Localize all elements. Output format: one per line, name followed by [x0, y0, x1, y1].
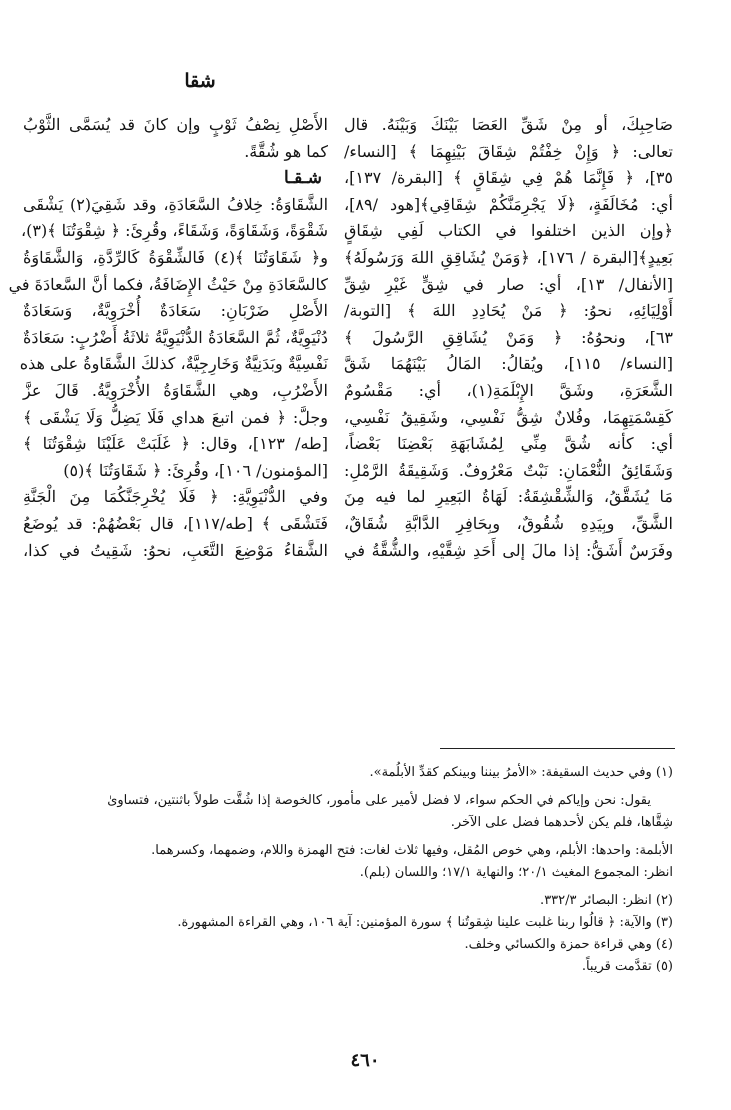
- footnote-5: (٥) تقدَّمت قريباً.: [581, 959, 673, 974]
- text-line: صَاحِبِكَ، أو مِنْ شَقِّ العَصَا بَيْنَكَ وَبَيْنَهُ. قال: [344, 115, 673, 134]
- text-line: بَعِيدٍ﴾[البقرة / ١٧٦]، ﴿وَمَنْ يُشَاقِقِ اللهَ وَرَسُولَهُ﴾: [344, 247, 673, 267]
- footnote-1-explanation: يقول: نحن وإياكم في الحكم سواء، لا فضل لأمير على مأمور، كالخوصة إذا شُقَّت طولاً باثنتين، فتساوىٰ: [107, 793, 651, 808]
- text-line: نَفْسِيَّةٌ وبَدَنِيَّةٌ وَخَارِجِيَّةٌ، كذلكَ الشَّقَاوةُ على هذه: [19, 354, 328, 374]
- footnote-2: (٢) انظر: البصائر ٣٣٢/٣.: [540, 893, 673, 908]
- text-line: الأَضْرُبِ، وهي الشَّقَاوَةُ الأُخْرَوِيَّةُ. قَالَ عزَّ: [23, 380, 328, 400]
- text-line: وفَرَسٌ أَشَقُّ: إذا مالَ إلى أَحَدِ شِقَّيْهِ، والشُّقَّةُ في: [344, 540, 673, 560]
- text-line: أَوْلِيَائِهِ، نحوُ: ﴿ مَنْ يُحَادِدِ اللهَ ﴾ [التوبة/: [344, 301, 673, 321]
- section-title: شـقـا: [284, 168, 322, 189]
- footnote-1: (١) وفي حديث السقيفة: «الأمرُ بيننا وبينكم كقدِّ الأبلُمة».: [369, 765, 673, 780]
- text-line: كَقِسْمَتِهِمَا، وفُلانٌ شِقُّ نَفْسِي، وشَقِيقُ نَفْسِي،: [344, 407, 673, 427]
- text-line: تعالى: ﴿ وَإِنْ خِفْتُمْ شِقَاقَ بَيْنِهِمَا ﴾ [النساء/: [344, 141, 673, 161]
- text-line: الأَصْلِ ضَرْبَانِ: سَعَادَةٌ أُخْرَوِيَّةٌ، وَسَعَادَةٌ: [23, 301, 328, 321]
- text-line: [المؤمنون/ ١٠٦]، وقُرِئَ: ﴿ شَقَاوَتُنَا ﴾(٥): [63, 460, 328, 480]
- footnote-1-definition: الأبلمة: واحدها: الأبلم، وهي خوص المُقل، وفيها ثلاث لغات: فتح الهمزة واللام، وضمهما، وكسرهما.: [151, 843, 673, 858]
- footnote-divider: [440, 748, 675, 749]
- text-line: الشَّقاءُ مَوْضِعَ التَّعَبِ، نحوُ: شَقِيتُ في كذا،: [23, 540, 328, 560]
- text-line: الشَّقِّ، وبِيَدِهِ شُقُوقٌ، وبِحَافِرِ الدَّابَّةِ شُقَاقٌ،: [344, 513, 673, 533]
- text-line: [النساء/ ١١٥]، ويُقالُ: المَالُ بَيْنَهُمَا شَقَّ: [344, 354, 673, 374]
- footnotes: [33, 762, 673, 978]
- text-line: دُنْيَوِيَّةٌ، ثُمَّ السَّعَادَةُ الدُّنْيَوِيَّةُ ثلاثَةُ أَضْرُبٍ: سَعَادَةٌ: [23, 327, 328, 347]
- footnote-3: (٣) والآية: ﴿ قالُوا ربنا غلبت علينا شِقوتُنا ﴾ سورة المؤمنين: آية ١٠٦، وهي القراءة المشهورة.: [177, 915, 673, 930]
- text-line: فَتَشْقَى ﴾ [طه/١١٧]، قال بَعْضُهُمْ: قد يُوضَعُ: [23, 513, 328, 533]
- text-line: أي: مُخَالَفَةٍ، ﴿لَا يَجْرِمَنَّكُمْ شِقَاقِي﴾[هود /٨٩]،: [344, 194, 673, 214]
- text-line: مَا يُشَقَّقُ، وَالشِّقْشِقَةُ: لَهَاةُ البَعِيرِ لما فيه مِنَ: [344, 487, 673, 507]
- page-number: ٤٦٠: [350, 1050, 380, 1071]
- text-line: كما هو شُقَّةً.: [244, 141, 328, 161]
- text-line: [الأنفال/ ١٣]، أي: صار في شِقٍّ غَيْرِ شِقِّ: [344, 274, 673, 294]
- footnote-1-explanation-cont: شِقَّاها، فلم يكن لأحدهما فضل على الآخر.: [450, 815, 673, 830]
- text-line: الشَّقَاوَةُ: خِلافُ السَّعَادَةِ، وقد شَقِيَ(٢) يَشْقَى: [23, 194, 329, 214]
- text-line: و﴿ شَقَاوَتُنَا ﴾(٤) فَالشِّقْوَةُ كَالرِّدَّةِ، وَالشَّقَاوَةُ: [23, 247, 328, 267]
- text-line: وجلَّ: ﴿ فمن اتبعَ هداي فَلَا يَضِلُّ وَلَا يَشْقَى ﴾: [23, 407, 328, 427]
- text-line: شَقْوَةً، وَشَقَاوَةً، وَشَقَاءً، وقُرِئَ: ﴿ شِقْوَتُنَا ﴾(٣)،: [20, 221, 328, 241]
- footnote-4: (٤) وهي قراءة حمزة والكسائي وخلف.: [464, 937, 673, 952]
- text-line: الأَصْلِ نِصْفُ ثَوْبٍ وإن كانَ قد يُسَمَّى الثَّوْبُ: [23, 115, 328, 134]
- left-column: [8, 112, 329, 564]
- running-head: شقا: [184, 70, 216, 92]
- text-line: ﴿وإن الذين اختلفوا في الكتاب لَفِي شِقَاقٍ: [344, 221, 673, 241]
- text-line: وفي الدُّنْيَوِيَّةِ: ﴿ فَلَا يُخْرِجَنَّكُمَا مِنَ الْجَنَّةِ: [23, 487, 328, 507]
- text-line: أي: كأنه شُقَّ مِنِّي لِمُشَابَهَةِ بَعْضِنَا بَعْضاً،: [344, 434, 673, 454]
- text-line: كالسَّعَادَةِ مِنْ حَيْثُ الإِضَافَةُ، فكما أنَّ السَّعادَةَ في: [8, 274, 328, 294]
- footnote-1-reference: انظر: المجموع المغيث ٢٠/١؛ والنهاية ١٧/١؛ واللسان (بلم).: [359, 865, 673, 880]
- text-line: ٦٣]، ونحوُهُ: ﴿ وَمَنْ يُشَاقِقِ الرَّسُولَ ﴾: [344, 327, 673, 347]
- text-line: ٣٥]، ﴿ فَإِنَّمَا هُمْ فِي شِقَاقٍ ﴾ [البقرة/ ١٣٧]،: [344, 168, 673, 188]
- text-line: وَشَقَائِقُ النُّعْمَانِ: نَبْتٌ مَعْرُوفٌ. وَشَقِيقَةُ الرَّمْلِ:: [344, 460, 673, 480]
- text-line: الشَّعَرَةِ، وشَقَّ الإِبْلَمَةِ(١)، أي: مَقْسُومٌ: [344, 380, 673, 400]
- text-line: [طه/ ١٢٣]، وقال: ﴿ غَلَبَتْ عَلَيْنَا شِقْوَتُنَا ﴾: [23, 434, 329, 454]
- right-column: [344, 112, 673, 564]
